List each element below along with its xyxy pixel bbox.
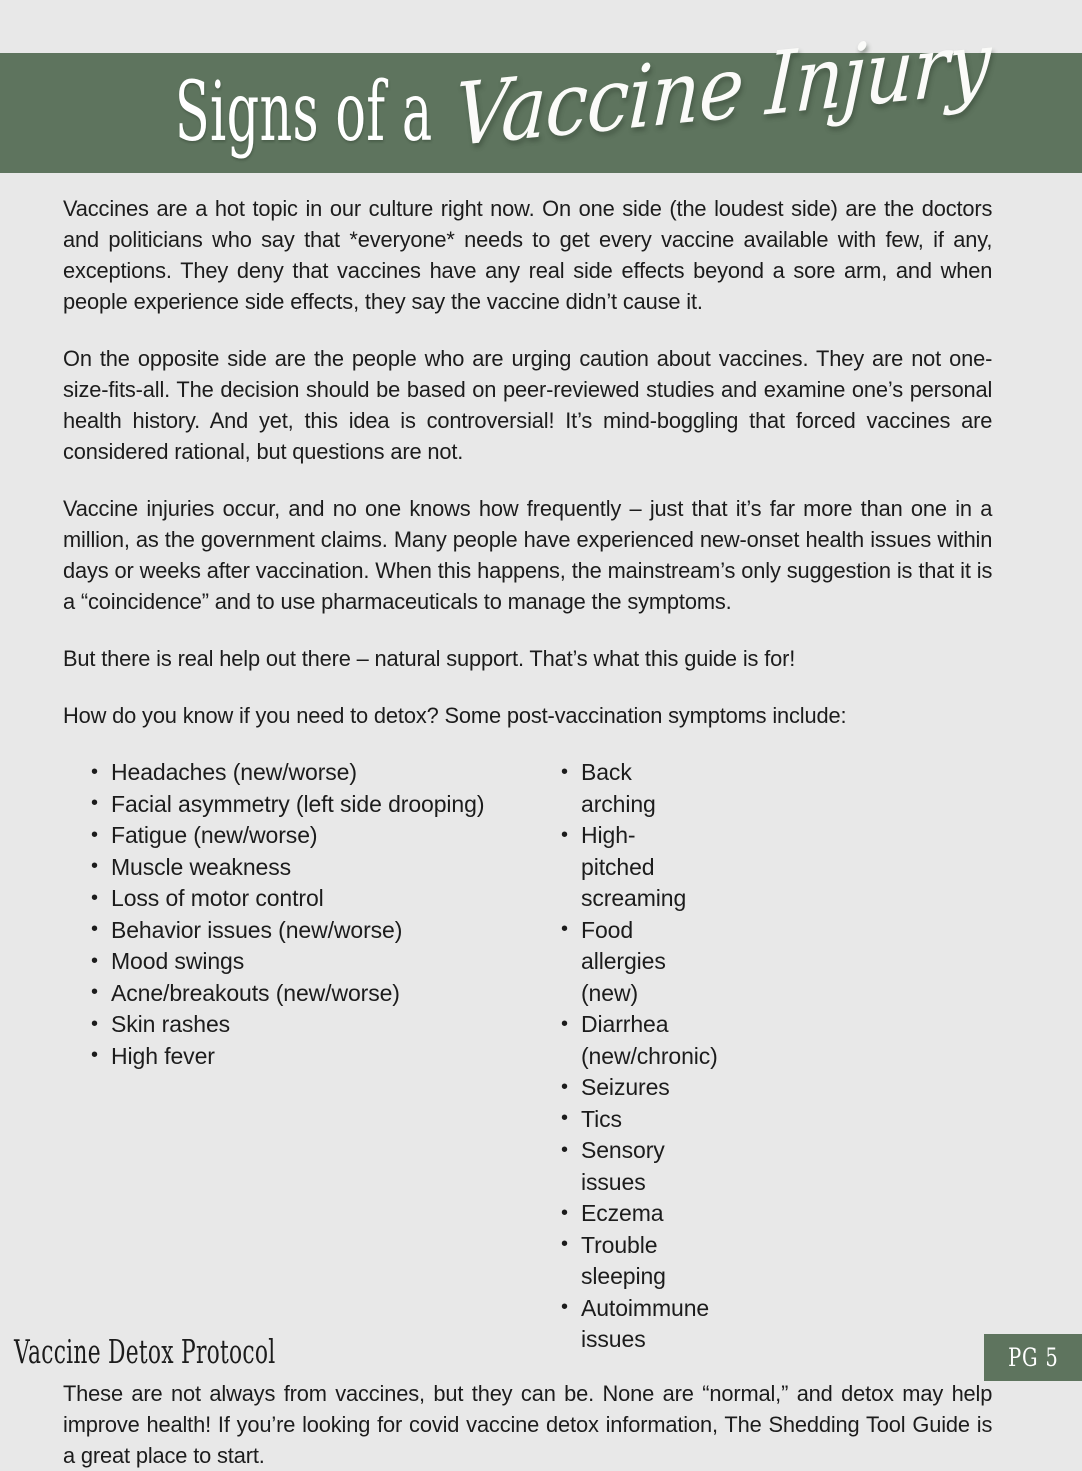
- list-item: • Back arching: [559, 757, 581, 820]
- list-item: • Loss of motor control: [89, 883, 542, 915]
- list-item: • Sensory issues: [559, 1135, 581, 1198]
- list-item: • Fatigue (new/worse): [89, 820, 542, 852]
- list-item: • Eczema: [559, 1198, 581, 1230]
- paragraph-5: How do you know if you need to detox? Some post-vaccination symptoms include:: [63, 703, 847, 728]
- paragraph-4: But there is real help out there – natural support. That’s what this guide is for!: [63, 646, 796, 671]
- list-item: • Seizures: [559, 1072, 581, 1104]
- list-item: • Muscle weakness: [89, 852, 542, 884]
- list-item: • Trouble sleeping: [559, 1230, 581, 1293]
- list-item: • Mood swings: [89, 946, 542, 978]
- list-item: • High fever: [89, 1041, 542, 1073]
- paragraph-1: Vaccines are a hot topic in our culture right now. On one side (the loudest side) are the doctors and politicians who say that *everyone* needs to get every vaccine available with few, if any, exceptions. They deny that vaccines have any real side effects beyond a sore arm, and when people experience side effects, they say the vaccine didn’t cause it.: [63, 196, 993, 314]
- list-item: • Diarrhea (new/chronic): [559, 1009, 581, 1072]
- list-item: • High-pitched screaming: [559, 820, 581, 915]
- footer-document-title: Vaccine Detox Protocol: [14, 1332, 276, 1371]
- page-title-script: Vaccine Injury: [452, 12, 992, 167]
- paragraph-6: These are not always from vaccines, but they can be. None are “normal,” and detox may help improve health! If you’re looking for covid vaccine detox information, The Shedding Tool Guide is a great place to start.: [63, 1380, 993, 1468]
- header-banner: [0, 53, 1082, 173]
- document-body: [63, 193, 1021, 1471]
- list-item: • Tics: [559, 1104, 581, 1136]
- page-title-plain: Signs of a: [175, 65, 433, 160]
- list-item: • Food allergies (new): [559, 915, 581, 1010]
- paragraph-3: Vaccine injuries occur, and no one knows how frequently – just that it’s far more than one in a million, as the government claims. Many people have experienced new-onset health issues within days or weeks after vaccination. When this happens, the mainstream’s only suggestion is that it is a “coincidence” and to use pharmaceuticals to manage the symptoms.: [63, 496, 993, 614]
- paragraph-2: On the opposite side are the people who are urging caution about vaccines. They are not one-size-fits-all. The decision should be based on peer-reviewed studies and examine one’s personal health history. And yet, this idea is controversial! It’s mind-boggling that forced vaccines are considered rational, but questions are not.: [63, 346, 993, 464]
- list-item: • Behavior issues (new/worse): [89, 915, 542, 947]
- symptom-list-columns: [63, 757, 1021, 1356]
- list-item: • Autoimmune issues: [559, 1293, 581, 1356]
- page-number-label: PG 5: [1007, 1343, 1059, 1372]
- list-item: • Acne/breakouts (new/worse): [89, 978, 542, 1010]
- page-number-badge: [984, 1334, 1082, 1381]
- list-item: • Facial asymmetry (left side drooping): [89, 789, 542, 821]
- list-item: • Headaches (new/worse): [89, 757, 542, 789]
- symptom-list-left: [89, 757, 542, 1072]
- list-item: • Skin rashes: [89, 1009, 542, 1041]
